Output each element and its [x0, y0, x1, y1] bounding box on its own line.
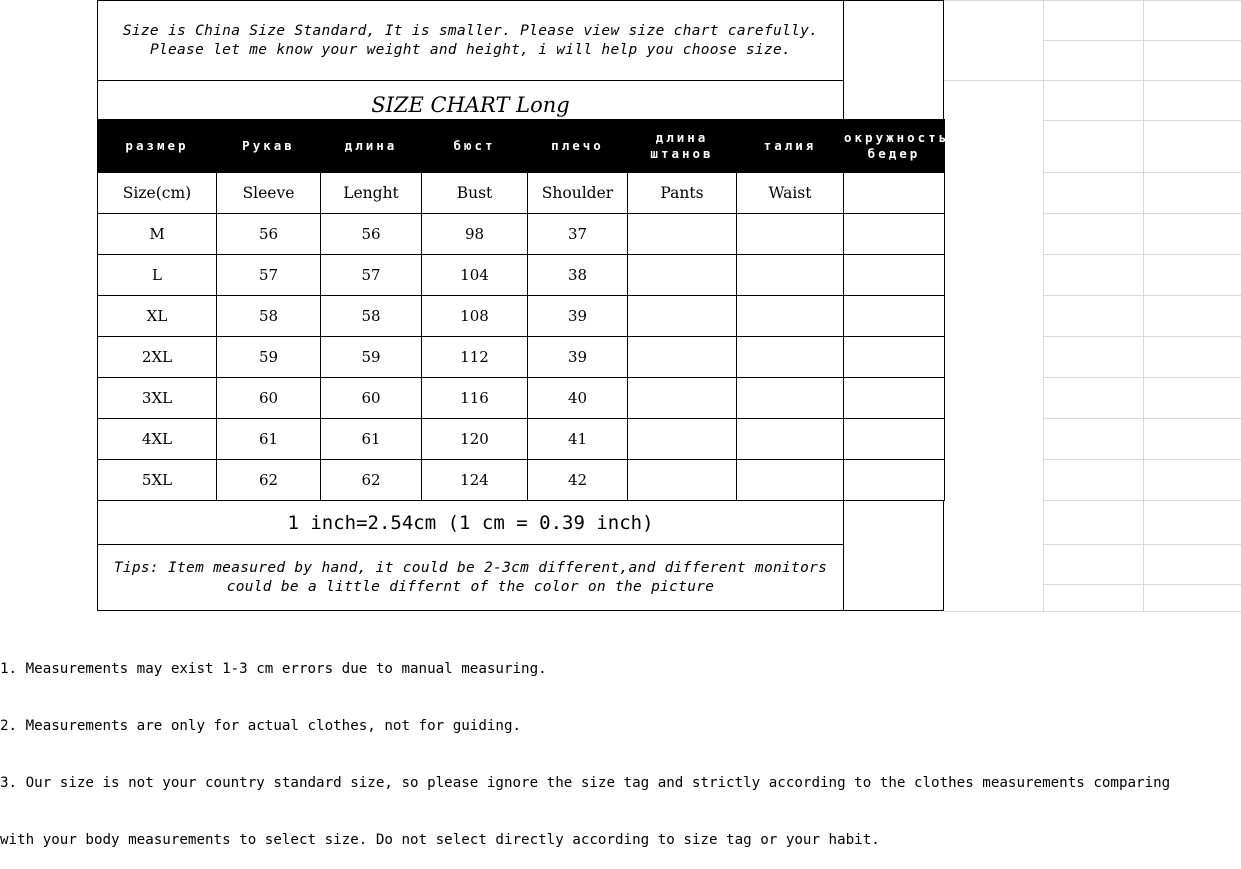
- note-line: with your body measurements to select size. Do not select directly according to size tag or your habit.: [0, 832, 880, 848]
- cell-hips: [844, 255, 945, 296]
- measurement-notes: [0, 622, 1241, 869]
- cell-pants: [628, 378, 737, 419]
- header-ru-waist: талия: [737, 120, 844, 173]
- cell-size: XL: [98, 296, 217, 337]
- grid-line: [1043, 295, 1241, 296]
- cell-waist: [737, 337, 844, 378]
- grid-line: [1043, 0, 1044, 612]
- cell-size: L: [98, 255, 217, 296]
- cell-waist: [737, 214, 844, 255]
- cell-waist: [737, 460, 844, 501]
- note-line: 3. Our size is not your country standard size, so please ignore the size tag and strictly according to the clothes measurements comparing: [0, 775, 1171, 791]
- cell-hips: [844, 378, 945, 419]
- cell-bust: 104: [422, 255, 528, 296]
- cell-pants: [628, 255, 737, 296]
- tips-line-2: could be a little differnt of the color on the picture: [226, 578, 715, 595]
- grid-line: [1043, 584, 1241, 585]
- table-row: [98, 255, 945, 296]
- header-hips: [844, 173, 945, 214]
- notice-line-2: Please let me know your weight and height, i will help you choose size.: [149, 41, 792, 58]
- cell-length: 61: [321, 419, 422, 460]
- grid-line: [1043, 120, 1241, 121]
- cell-pants: [628, 296, 737, 337]
- table-row: [98, 378, 945, 419]
- grid-line: [1043, 254, 1241, 255]
- cell-bust: 98: [422, 214, 528, 255]
- cell-waist: [737, 378, 844, 419]
- header-ru-shoulder: плечо: [528, 120, 628, 173]
- cell-bust: 112: [422, 337, 528, 378]
- grid-line: [944, 80, 1241, 81]
- header-ru-length: длина: [321, 120, 422, 173]
- tips-line-1: Tips: Item measured by hand, it could be 2-3cm different,and different monitors: [113, 559, 828, 576]
- note-line: 1. Measurements may exist 1-3 cm errors due to manual measuring.: [0, 661, 547, 677]
- cell-size: 4XL: [98, 419, 217, 460]
- header-pants: Pants: [628, 173, 737, 214]
- cell-size: 5XL: [98, 460, 217, 501]
- cell-shoulder: 39: [528, 337, 628, 378]
- cell-size: 2XL: [98, 337, 217, 378]
- header-ru-pants: длина штанов: [628, 120, 737, 173]
- chart-title: SIZE CHART Long: [97, 80, 844, 120]
- cell-bust: 120: [422, 419, 528, 460]
- cell-waist: [737, 419, 844, 460]
- cell-length: 60: [321, 378, 422, 419]
- cell-length: 56: [321, 214, 422, 255]
- grid-line: [1043, 544, 1241, 545]
- note-line: 2. Measurements are only for actual clothes, not for guiding.: [0, 718, 522, 734]
- empty-cell: [843, 0, 944, 120]
- cell-sleeve: 57: [217, 255, 321, 296]
- cell-shoulder: 40: [528, 378, 628, 419]
- header-shoulder: Shoulder: [528, 173, 628, 214]
- cell-waist: [737, 296, 844, 337]
- cell-sleeve: 58: [217, 296, 321, 337]
- grid-line: [1043, 40, 1241, 41]
- cell-pants: [628, 419, 737, 460]
- cell-sleeve: 56: [217, 214, 321, 255]
- grid-line: [1043, 213, 1241, 214]
- table-row: [98, 337, 945, 378]
- cell-bust: 108: [422, 296, 528, 337]
- grid-line: [1043, 336, 1241, 337]
- cell-length: 58: [321, 296, 422, 337]
- table-row: [98, 296, 945, 337]
- cell-waist: [737, 255, 844, 296]
- unit-conversion: 1 inch=2.54cm (1 cm = 0.39 inch): [97, 500, 844, 545]
- cell-shoulder: 38: [528, 255, 628, 296]
- cell-sleeve: 62: [217, 460, 321, 501]
- russian-header-row: [98, 120, 945, 173]
- table-row: [98, 419, 945, 460]
- grid-line: [1043, 172, 1241, 173]
- cell-hips: [844, 296, 945, 337]
- header-ru-hips: окружность бедер: [844, 120, 945, 173]
- header-ru-size: размер: [98, 120, 217, 173]
- cell-shoulder: 41: [528, 419, 628, 460]
- header-sleeve: Sleeve: [217, 173, 321, 214]
- cell-size: 3XL: [98, 378, 217, 419]
- notice-line-1: Size is China Size Standard, It is smaller. Please view size chart carefully.: [122, 22, 819, 39]
- header-length: Lenght: [321, 173, 422, 214]
- cell-sleeve: 61: [217, 419, 321, 460]
- header-bust: Bust: [422, 173, 528, 214]
- cell-shoulder: 42: [528, 460, 628, 501]
- cell-bust: 124: [422, 460, 528, 501]
- cell-sleeve: 60: [217, 378, 321, 419]
- cell-pants: [628, 337, 737, 378]
- cell-shoulder: 37: [528, 214, 628, 255]
- grid-line: [944, 611, 1241, 612]
- cell-hips: [844, 419, 945, 460]
- grid-line: [1043, 377, 1241, 378]
- grid-line: [1043, 459, 1241, 460]
- cell-bust: 116: [422, 378, 528, 419]
- cell-pants: [628, 460, 737, 501]
- header-size: Size(cm): [98, 173, 217, 214]
- grid-line: [1043, 418, 1241, 419]
- cell-hips: [844, 337, 945, 378]
- cell-length: 57: [321, 255, 422, 296]
- header-waist: Waist: [737, 173, 844, 214]
- cell-length: 59: [321, 337, 422, 378]
- cell-pants: [628, 214, 737, 255]
- cell-length: 62: [321, 460, 422, 501]
- header-ru-bust: бюст: [422, 120, 528, 173]
- table-row: [98, 460, 945, 501]
- grid-line: [1143, 0, 1144, 612]
- size-table: [97, 119, 950, 501]
- cell-shoulder: 39: [528, 296, 628, 337]
- cell-hips: [844, 460, 945, 501]
- cell-hips: [844, 214, 945, 255]
- header-ru-sleeve: Рукав: [217, 120, 321, 173]
- cell-size: M: [98, 214, 217, 255]
- grid-line: [1043, 500, 1241, 501]
- empty-cell: [843, 500, 944, 611]
- size-chart-sheet: [97, 0, 950, 611]
- english-header-row: [98, 173, 945, 214]
- table-row: [98, 214, 945, 255]
- measurement-tips: [97, 544, 844, 611]
- grid-line: [944, 0, 1241, 1]
- cell-sleeve: 59: [217, 337, 321, 378]
- size-standard-notice: [97, 0, 844, 81]
